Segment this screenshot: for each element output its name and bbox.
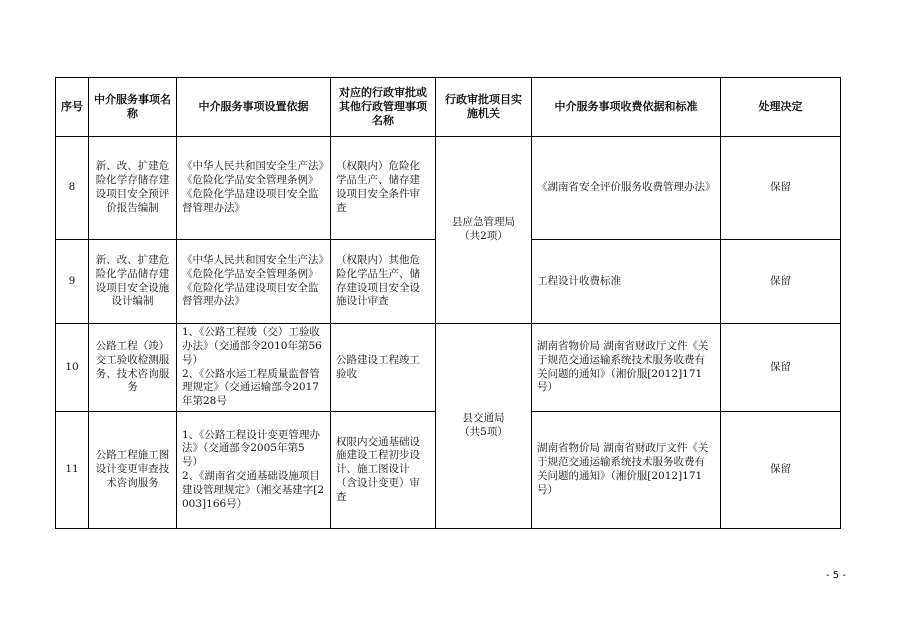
row-item-name: 公路工程施工图设计变更审查技术咨询服务 — [89, 412, 177, 529]
header-serial-no: 序号 — [56, 78, 89, 137]
service-items-table — [55, 77, 841, 529]
row-fee-basis: 《湖南省安全评价服务收费管理办法》 — [532, 137, 721, 240]
row-decision: 保留 — [721, 240, 841, 324]
page-number: - 5 - — [826, 570, 846, 581]
agency-count: （共5项） — [459, 426, 508, 439]
header-decision: 处理决定 — [721, 78, 841, 137]
header-fee-basis: 中介服务事项收费依据和标准 — [532, 78, 721, 137]
row-serial-no: 9 — [56, 240, 89, 324]
row-fee-basis: 湖南省物价局 湖南省财政厅文件《关于规范交通运输系统技术服务收费有关问题的通知》（湘价服[2012]171号） — [532, 324, 721, 412]
row-agency — [436, 137, 532, 324]
agency-name: 县应急管理局 — [452, 216, 515, 229]
row-basis: 《中华人民共和国安全生产法》《危险化学品安全管理条例》《危险化学品建设项目安全监督管理办法》 — [177, 240, 331, 324]
header-agency: 行政审批项目实施机关 — [436, 78, 532, 137]
header-approval-item: 对应的行政审批或其他行政管理事项名称 — [331, 78, 436, 137]
agency-name: 县交通局 — [462, 412, 505, 425]
row-item-name: 新、改、扩建危险化学存储存建设项目安全预评价报告编制 — [89, 137, 177, 240]
row-item-name: 公路工程（竣）交工验收检测服务、技术咨询服务 — [89, 324, 177, 412]
row-serial-no: 8 — [56, 137, 89, 240]
header-basis: 中介服务事项设置依据 — [177, 78, 331, 137]
header-item-name: 中介服务事项名称 — [89, 78, 177, 137]
table-row — [56, 137, 841, 240]
row-fee-basis: 湖南省物价局 湖南省财政厅文件《关于规范交通运输系统技术服务收费有关问题的通知》（湘价服[2012]171号） — [532, 412, 721, 529]
row-approval-item: （权限内）其他危险化学品生产、储存建设项目安全设施设计审查 — [331, 240, 436, 324]
row-decision: 保留 — [721, 324, 841, 412]
row-item-name: 新、改、扩建危险化学品储存建设项目安全设施设计编制 — [89, 240, 177, 324]
row-fee-basis: 工程设计收费标准 — [532, 240, 721, 324]
row-decision: 保留 — [721, 137, 841, 240]
row-basis: 1、《公路工程竣（交）工验收办法》（交通部令2010年第56号） 2、《公路水运工程质量监督管理规定》（交通运输部令2017年第28号 — [177, 324, 331, 412]
row-agency — [436, 324, 532, 529]
agency-count: （共2项） — [459, 230, 508, 242]
row-approval-item: 公路建设工程竣工验收 — [331, 324, 436, 412]
row-basis: 1、《公路工程设计变更管理办法》（交通部令2005年第5号） 2、《湖南省交通基础设施项目建设管理规定》（湘交基建字[2003]166号） — [177, 412, 331, 529]
table-header-row — [56, 78, 841, 137]
row-serial-no: 11 — [56, 412, 89, 529]
table-row — [56, 324, 841, 412]
row-approval-item: 权限内交通基础设施建设工程初步设计、施工图设计（含设计变更）审查 — [331, 412, 436, 529]
row-serial-no: 10 — [56, 324, 89, 412]
row-basis: 《中华人民共和国安全生产法》《危险化学品安全管理条例》《危险化学品建设项目安全监督管理办法》 — [177, 137, 331, 240]
row-decision: 保留 — [721, 412, 841, 529]
row-approval-item: （权限内）危险化学品生产、储存建设项目安全条件审查 — [331, 137, 436, 240]
